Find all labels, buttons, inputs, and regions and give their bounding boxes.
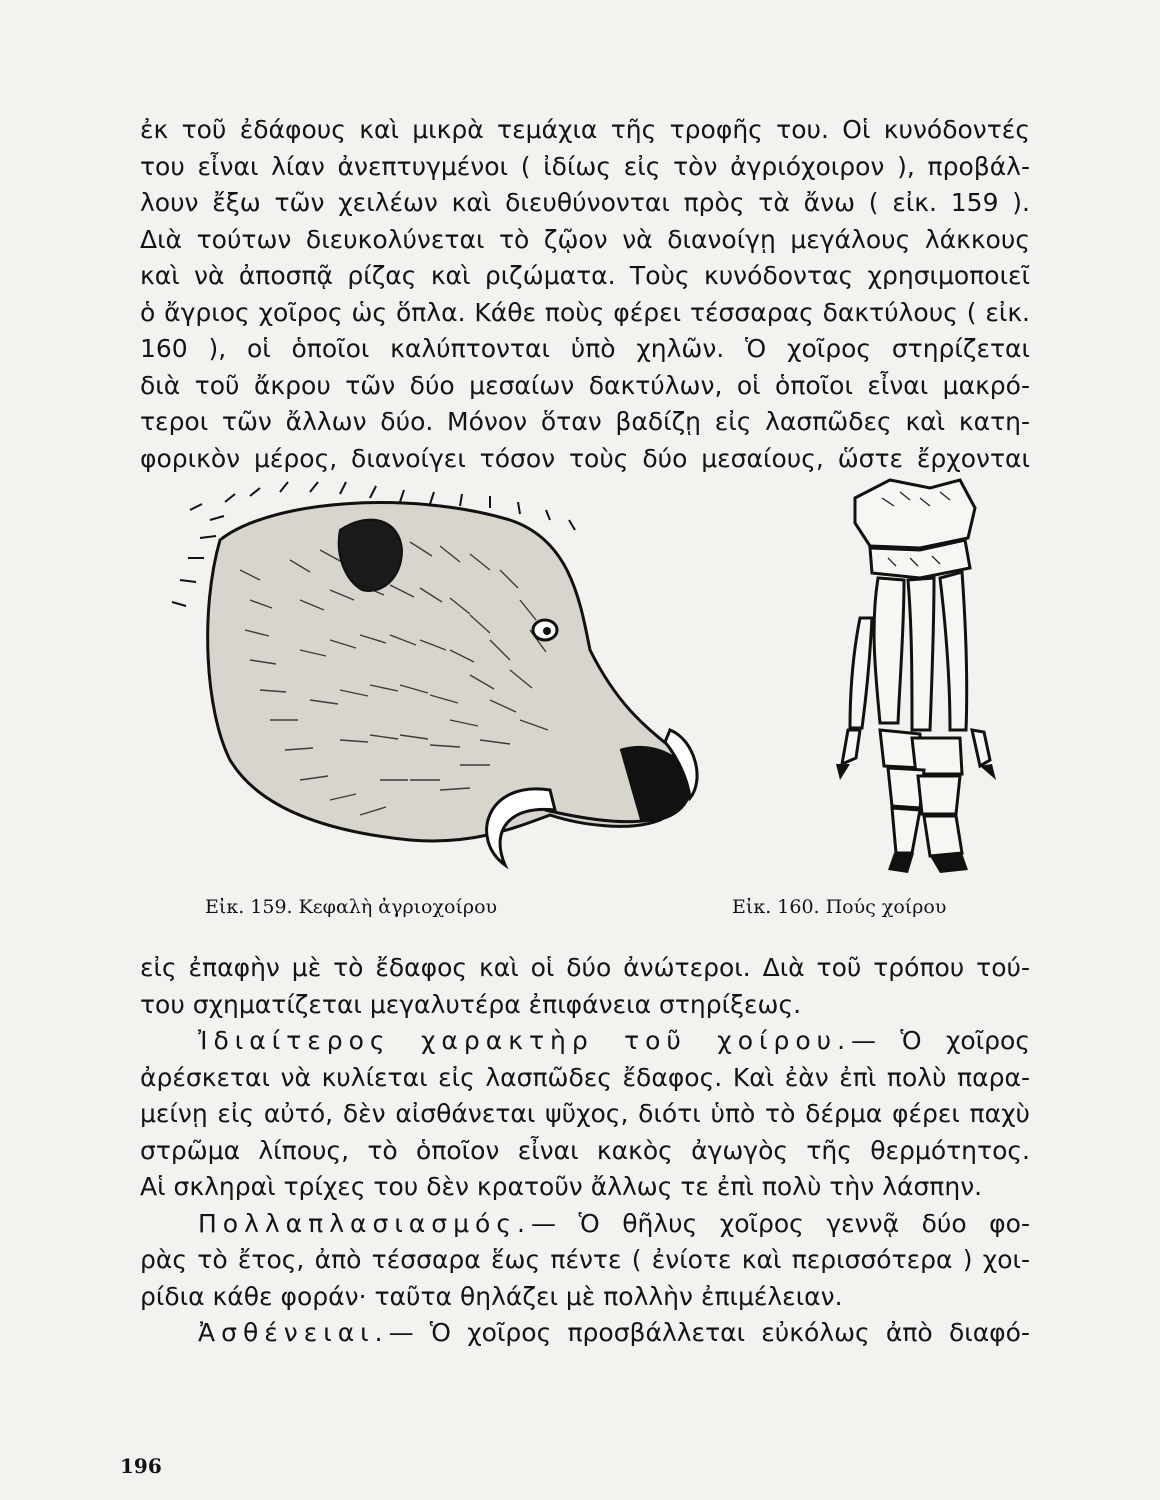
section-text: — Ὁ χοῖρος προσβάλλεται εὐκόλως ἀπὸ διαφό- xyxy=(388,1318,1030,1347)
section-diseases-first-line xyxy=(140,1315,1030,1352)
text-line: ἀρέσκεται νὰ κυλίεται εἰς λασπῶδες ἔδαφος. Καὶ ἐὰν ἐπὶ πολὺ παρα- xyxy=(140,1062,1030,1092)
text-line: του σχηματίζεται μεγαλυτέρα ἐπιφάνεια στηρίξεως. xyxy=(140,989,802,1019)
section-character-first-line xyxy=(140,1023,1030,1060)
text-line: διὰ τοῦ ἄκρου τῶν δύο μεσαίων δακτύλων, οἱ ὁποῖοι εἶναι μακρό- xyxy=(140,370,1030,400)
section-heading-reproduction: Πολλαπλασιασμός. xyxy=(198,1208,531,1238)
text-line: ρὰς τὸ ἔτος, ἀπὸ τέσσαρα ἕως πέντε ( ἐνίοτε καὶ περισσότερα ) χοι- xyxy=(140,1245,1030,1274)
figure-159-caption: Εἰκ. 159. Κεφαλὴ ἀγριοχοίρου xyxy=(205,896,498,918)
text-line: ρίδια κάθε φοράν· ταῦτα θηλάζει μὲ πολλὴν ἐπιμέλειαν. xyxy=(140,1281,843,1311)
text-line: καὶ νὰ ἀποσπᾷ ρίζας καὶ ριζώματα. Τοὺς κυνόδοντας χρησιμοποιεῖ xyxy=(140,261,1030,290)
text-line: φορικὸν μέρος, διανοίγει τόσον τοὺς δύο μεσαίους, ὥστε ἔρχονται xyxy=(140,443,1030,473)
text-line: Διὰ τούτων διευκολύνεται τὸ ζῷον νὰ διανοίγῃ μεγάλους λάκκους xyxy=(140,224,1030,254)
text-line: μείνῃ εἰς αὐτό, δὲν αἰσθάνεται ψῦχος, διότι ὑπὸ τὸ δέρμα φέρει παχὺ xyxy=(140,1099,1030,1128)
top-paragraph xyxy=(140,112,1030,477)
section-heading-diseases: Ἀσθένειαι. xyxy=(198,1318,389,1347)
page-number: 196 xyxy=(120,1454,162,1478)
section-text: — Ὁ χοῖρος xyxy=(851,1026,1030,1055)
figure-160-caption: Εἰκ. 160. Πούς χοίρου xyxy=(732,896,947,918)
text-line: ἐκ τοῦ ἐδάφους καὶ μικρὰ τεμάχια τῆς τροφῆς του. Οἱ κυνόδοντές xyxy=(140,115,1030,144)
text-line: λουν ἔξω τῶν χειλέων καὶ διευθύνονται πρὸς τὰ ἄνω ( εἰκ. 159 ). xyxy=(140,188,1030,217)
boar-head-illustration xyxy=(150,480,730,880)
section-heading-character: Ἰδιαίτερος χαρακτὴρ τοῦ χοίρου. xyxy=(198,1026,852,1055)
pig-foot-skeleton-illustration xyxy=(800,468,1030,878)
text-line: Αἱ σκληραὶ τρίχες του δὲν κρατοῦν ἄλλως τε ἐπὶ πολὺ τὴν λάσπην. xyxy=(140,1172,983,1201)
text-line: στρῶμα λίπους, τὸ ὁποῖον εἶναι κακὸς ἀγωγὸς τῆς θερμότητος. xyxy=(140,1135,1030,1165)
text-line: τεροι τῶν ἄλλων δύο. Μόνον ὅταν βαδίζῃ εἰς λασπῶδες καὶ κατη- xyxy=(140,407,1030,436)
text-line: εἰς ἐπαφὴν μὲ τὸ ἔδαφος καὶ οἱ δύο ἀνώτεροι. Διὰ τοῦ τρόπου τού- xyxy=(140,953,1030,982)
text-line: του εἶναι λίαν ἀνεπτυγμένοι ( ἰδίως εἰς τὸν ἀγριόχοιρον ), προβάλ- xyxy=(140,151,1030,181)
text-line: ὁ ἄγριος χοῖρος ὡς ὅπλα. Κάθε ποὺς φέρει τέσσαρας δακτύλους ( εἰκ. xyxy=(140,297,1030,327)
section-text: — Ὁ θῆλυς χοῖρος γεννᾷ δύο φο- xyxy=(530,1208,1030,1238)
text-line: 160 ), οἱ ὁποῖοι καλύπτονται ὑπὸ χηλῶν. Ὁ χοῖρος στηρίζεται xyxy=(140,334,1030,363)
bottom-text xyxy=(140,950,1030,1352)
section-reproduction-first-line xyxy=(140,1206,1030,1243)
